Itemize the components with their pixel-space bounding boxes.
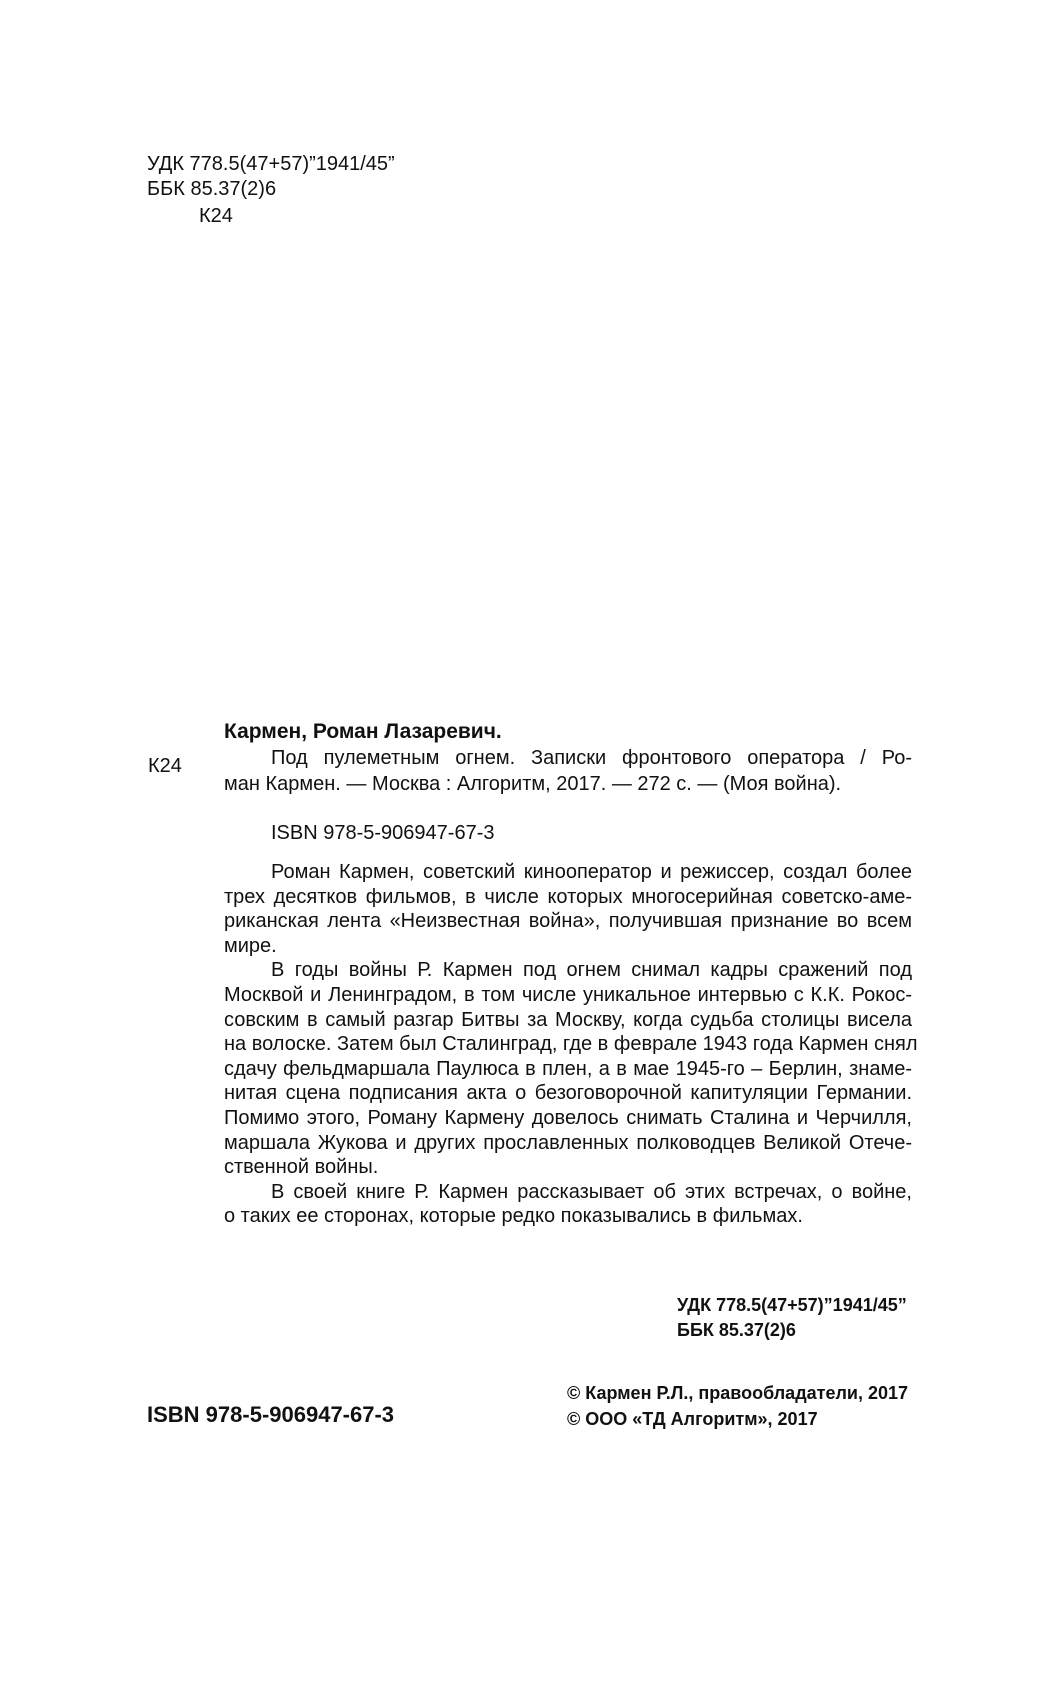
annotation-line: о таких ее сторонах, которые редко показывались в фильмах.	[224, 1205, 803, 1228]
annotation-line: мире.	[224, 934, 277, 957]
annotation-line: маршала Жукова и других прославленных полководцев Великой Отече-	[224, 1131, 912, 1154]
header-udk: УДК 778.5(47+57)”1941/45”	[147, 153, 395, 175]
annotation-line: на волоске. Затем был Сталинград, где в феврале 1943 года Кармен снял	[224, 1033, 918, 1056]
bib-line: ман Кармен. — Москва : Алгоритм, 2017. — 272 с. — (Моя война).	[224, 773, 842, 795]
annotation-line: Роман Кармен, советский кинооператор и режиссер, создал более	[271, 861, 912, 883]
card-author: Кармен, Роман Лазаревич.	[224, 720, 502, 743]
header-bbk: ББК 85.37(2)6	[147, 178, 277, 200]
annotation-line: Москвой и Ленинградом, в том числе уникальное интервью с К.К. Рокос-	[224, 983, 912, 1006]
card-annotation	[224, 860, 918, 1229]
annotation-line: В годы войны Р. Кармен под огнем снимал кадры сражений под	[271, 959, 912, 982]
card-isbn: ISBN 978-5-906947-67-3	[271, 822, 495, 844]
annotation-line: трех десятков фильмов, в числе которых многосерийная советско-аме-	[224, 885, 912, 908]
annotation-line: ственной войны.	[224, 1156, 379, 1179]
annotation-line: Помимо этого, Роману Кармену довелось снимать Сталина и Черчилля,	[224, 1106, 912, 1129]
card-bbk: ББК 85.37(2)6	[677, 1320, 796, 1340]
card-udk: УДК 778.5(47+57)”1941/45”	[677, 1295, 907, 1315]
bib-line: Под пулеметным огнем. Записки фронтового оператора / Ро-	[271, 747, 912, 769]
footer-copyright-author: © Кармен Р.Л., правообладатели, 2017	[567, 1383, 908, 1403]
annotation-line: риканская лента «Неизвестная война», получившая признание во всем	[224, 910, 912, 933]
annotation-line: сдачу фельдмаршала Паулюса в плен, а в мае 1945-го – Берлин, знаме-	[224, 1057, 912, 1080]
footer-isbn: ISBN 978-5-906947-67-3	[147, 1402, 395, 1427]
card-author-sign: К24	[148, 755, 182, 777]
card-bibliography	[224, 745, 912, 797]
annotation-line: совским в самый разгар Битвы за Москву, когда судьба столицы висела	[224, 1008, 912, 1031]
header-author-sign: К24	[199, 205, 233, 227]
annotation-line: нитая сцена подписания акта о безоговорочной капитуляции Германии.	[224, 1082, 912, 1105]
annotation-line: В своей книге Р. Кармен рассказывает об этих встречах, о войне,	[271, 1180, 912, 1203]
footer-copyright-publisher: © ООО «ТД Алгоритм», 2017	[567, 1409, 818, 1429]
